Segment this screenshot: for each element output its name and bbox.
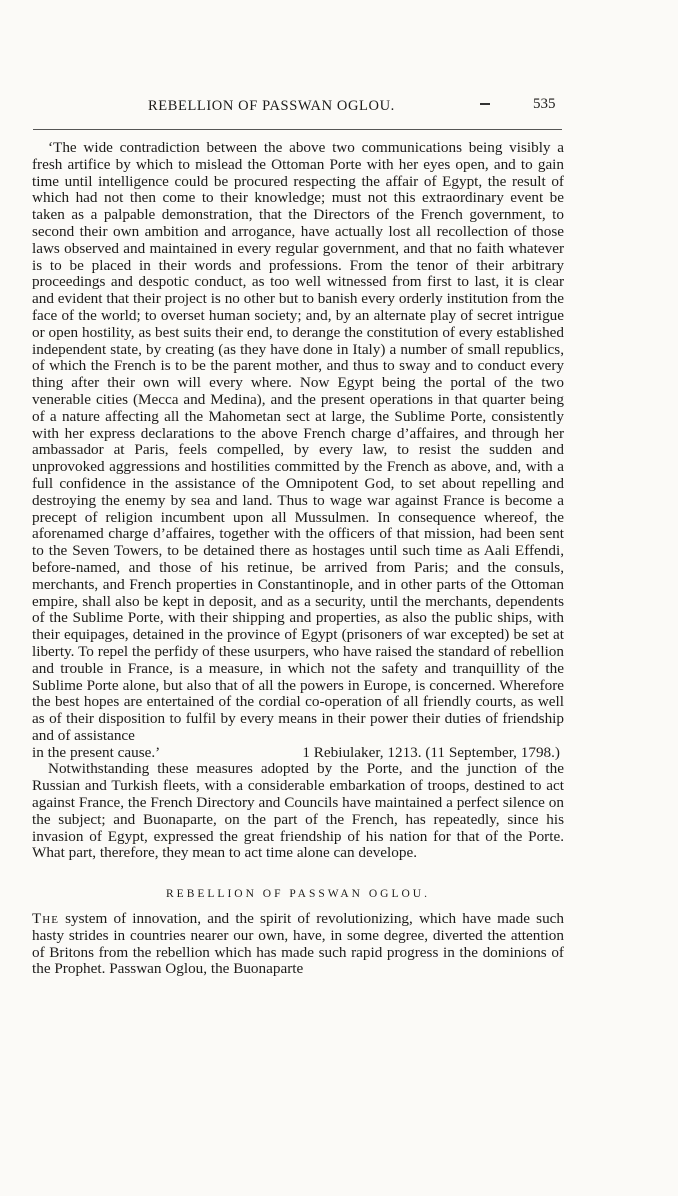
declaration-closing [32, 745, 564, 762]
page-body [32, 140, 564, 978]
running-head-title: REBELLION OF PASSWAN OGLOU. [148, 98, 395, 114]
running-head-ornament [480, 103, 490, 105]
quoted-declaration-paragraph: ‘The wide contradiction between the above two communications being visibly a fresh artifice by which to mislead the Ottoman Porte with her eyes open, and to gain time until intelligence could be procured respecting the affair of Egypt, the result of which had not then come to their knowledge; must not this extraordinary event be taken as a palpable demonstration, that the Directors of the French government, to second their own ambition and arrogance, have actually lost all recollection of those laws observed and maintained in every regular government, and that no faith whatever is to be placed in their words and professions. From the tenor of their arbitrary proceedings and despotic conduct, as too well witnessed from first to last, it is clear and evident that their project is no other but to banish every orderly institution from the face of the world; to overset human society; and, by an alternate play of secret intrigue or open hostility, as best suits their end, to derange the constitution of every established independent state, by creating (as they have done in Italy) a number of small republics, of which the French is to be the parent mother, and thus to sway and to conduct every thing after their own will every where. Now Egypt being the portal of the two venerable cities (Mecca and Medina), and the present operations in that quarter being of a nature affecting all the Mahometan sect at large, the Sublime Porte, consistently with her express declarations to the above French charge d’affaires, and through her ambassador at Paris, feels compelled, by every law, to resist the sudden and unprovoked aggressions and hostilities committed by the French as above, and, with a full confidence in the assistance of the Omnipotent God, to set about repelling and destroying the enemy by sea and land. Thus to wage war against France is become a precept of religion incumbent upon all Mussulmen. In consequence whereof, the aforenamed charge d’affaires, together with the officers of that mission, had been sent to the Seven Towers, to be detained there as hostages until such time as Aali Effendi, before-named, and those of his retinue, be arrived from Paris; and the consuls, merchants, and French properties in Constantinople, and in other parts of the Ottoman empire, shall also be kept in deposit, and as a security, until the merchants, dependents of the Sublime Porte, with their shipping and properties, as also the public ships, with their equipages, detained in the province of Egypt (prisoners of war excepted) be set at liberty. To repel the perfidy of these usurpers, who have raised the standard of rebellion and trouble in France, is a measure, in which not the safety and tranquillity of the Sublime Porte alone, but also that of all the powers in Europe, is concerned. Wherefore the best hopes are entertained of the cordial co-operation of all friendly courts, as well as of their disposition to fulfil by every means in their power their duties of friendship and of assistance [32, 139, 564, 744]
section-opening-text: system of innovation, and the spirit of revolutionizing, which have made such hasty strides in countries nearer our own, have, in some degree, diverted the attention of Britons from the rebellion which has made such rapid progress in the dominions of the Prophet. Passwan Oglou, the Buonaparte [32, 910, 565, 978]
running-head [0, 98, 678, 122]
section-heading: REBELLION OF PASSWAN OGLOU. [166, 888, 430, 901]
section-opening-paragraph [32, 911, 564, 978]
section-opening-word: The [32, 910, 59, 928]
page-number: 535 [533, 96, 556, 112]
declaration-date: 1 Rebiulaker, 1213. (11 September, 1798.) [302, 743, 560, 761]
closing-text: in the present cause.’ [32, 743, 161, 761]
commentary-paragraph: Notwithstanding these measures adopted by the Porte, and the junction of the Russian and Turkish fleets, with a considerable embarkation of troops, destined to act against France, the French Directory and Councils have maintained a perfect silence on the subject; and Buonaparte, on the part of the French, has repeatedly, since his invasion of Egypt, expressed the great friendship of his nation for that of the Porte. What part, therefore, they mean to act time alone can develope. [32, 760, 564, 862]
header-rule [33, 129, 562, 130]
